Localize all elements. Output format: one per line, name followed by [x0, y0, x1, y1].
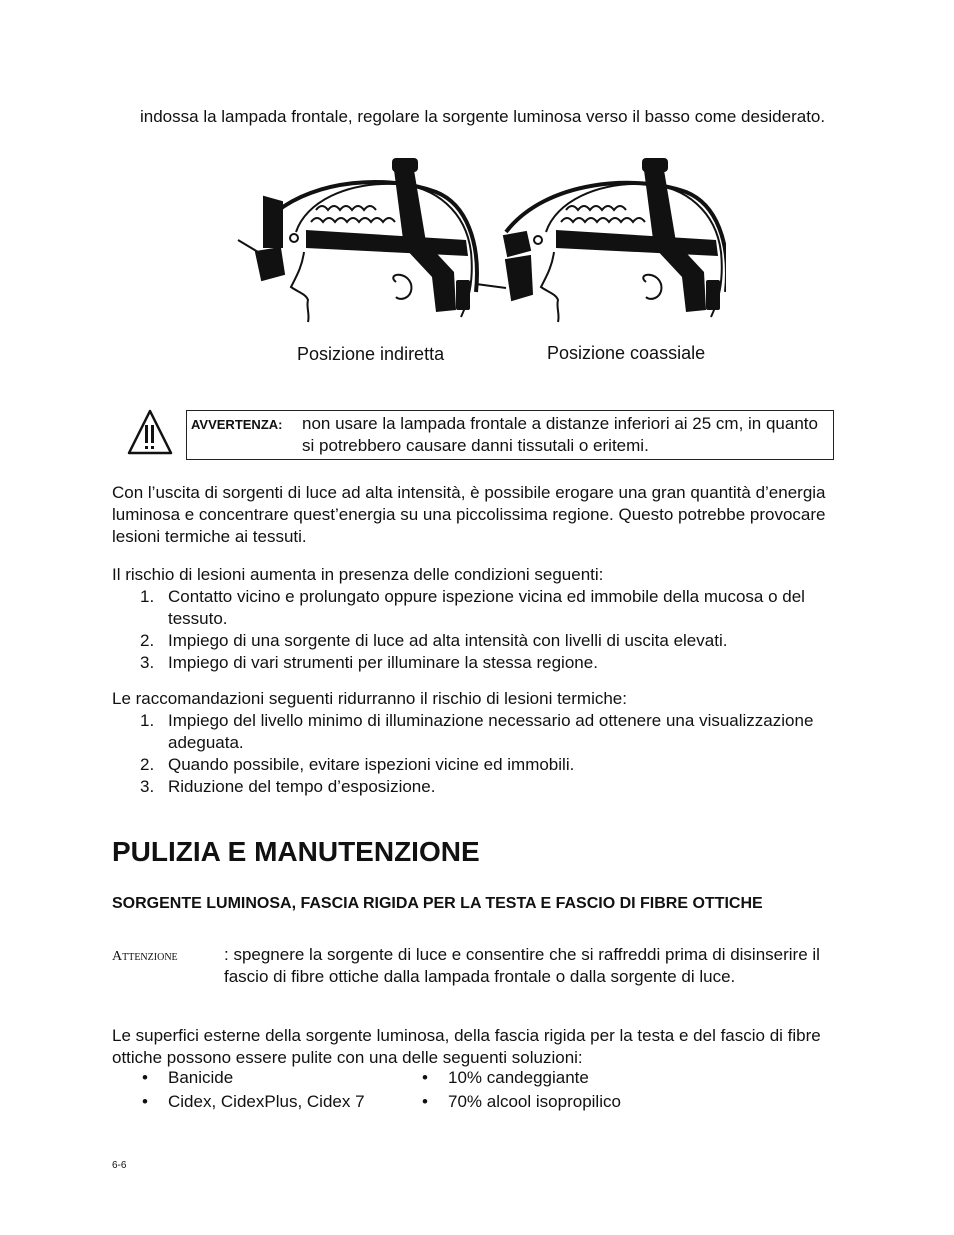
warning-text: non usare la lampada frontale a distanze inferiori ai 25 cm, in quanto si potrebbero causare danni tissutali o eritemi.	[302, 414, 818, 455]
subsection-heading: SORGENTE LUMINOSA, FASCIA RIGIDA PER LA TESTA E FASCIO DI FIBRE OTTICHE	[112, 895, 763, 912]
list-item: 2. Impiego di una sorgente di luce ad alta intensità con livelli di uscita elevati.	[140, 631, 728, 650]
list-item: 3. Impiego di vari strumenti per illuminare la stessa regione.	[140, 653, 598, 672]
list-item: 1. Contatto vicino e prolungato oppure ispezione vicina ed immobile della mucosa o del tessuto.	[140, 587, 805, 628]
caution-text: : spegnere la sorgente di luce e consentire che si raffreddi prima di disinserire il fascio di fibre ottiche dalla lampada frontale o dalla sorgente di luce.	[224, 945, 820, 986]
caption-indirect: Posizione indiretta	[297, 344, 445, 364]
lamp-indirect	[238, 197, 298, 280]
paragraph-cleaning: Le superfici esterne della sorgente luminosa, della fascia rigida per la testa e del fascio di fibre ottiche possono essere pulite con una delle seguenti soluzioni:	[112, 1026, 821, 1067]
bullet: •	[142, 1092, 148, 1111]
list-item: 70% alcool isopropilico	[448, 1092, 621, 1111]
risk-list	[112, 586, 842, 674]
page-number: 6-6	[112, 1160, 127, 1171]
list-item: Banicide	[168, 1068, 234, 1087]
risk-intro: Il rischio di lesioni aumenta in presenza delle condizioni seguenti:	[112, 565, 604, 584]
caution-label: Attenzione	[112, 949, 178, 964]
list-item: 1. Impiego del livello minimo di illuminazione necessario ad ottenere una visualizzazione adeguata.	[140, 711, 814, 752]
recommend-section	[112, 688, 842, 798]
caption-coaxial: Posizione coassiale	[547, 343, 706, 363]
recommend-intro: Le raccomandazioni seguenti ridurranno il rischio di lesioni termiche:	[112, 689, 627, 708]
recommend-list	[112, 710, 842, 798]
list-item: 10% candeggiante	[448, 1068, 589, 1087]
list-item: Cidex, CidexPlus, Cidex 7	[168, 1092, 365, 1111]
headlamp-illustration	[236, 152, 726, 332]
paragraph-intensity: Con l’uscita di sorgenti di luce ad alta intensità, è possibile erogare una gran quantità d’energia luminosa e concentrare quest’energia su una piccolissima regione. Questo potrebbe provocare lesioni termiche ai tessuti.	[112, 483, 826, 546]
warning-box	[186, 410, 834, 460]
bullet: •	[422, 1068, 428, 1087]
warning-triangle-icon	[126, 408, 174, 456]
bullet: •	[422, 1092, 428, 1111]
intro-paragraph: indossa la lampada frontale, regolare la sorgente luminosa verso il basso come desiderato.	[140, 107, 826, 126]
warning-label: AVVERTENZA:	[191, 417, 283, 432]
section-heading: PULIZIA E MANUTENZIONE	[112, 836, 480, 867]
bullet: •	[142, 1068, 148, 1087]
caution-note	[112, 944, 842, 988]
risk-section	[112, 564, 842, 674]
list-item: 3. Riduzione del tempo d’esposizione.	[140, 777, 436, 796]
lamp-coaxial	[476, 232, 542, 300]
solutions-list	[112, 1067, 842, 1115]
list-item: 2. Quando possibile, evitare ispezioni vicine ed immobili.	[140, 755, 575, 774]
